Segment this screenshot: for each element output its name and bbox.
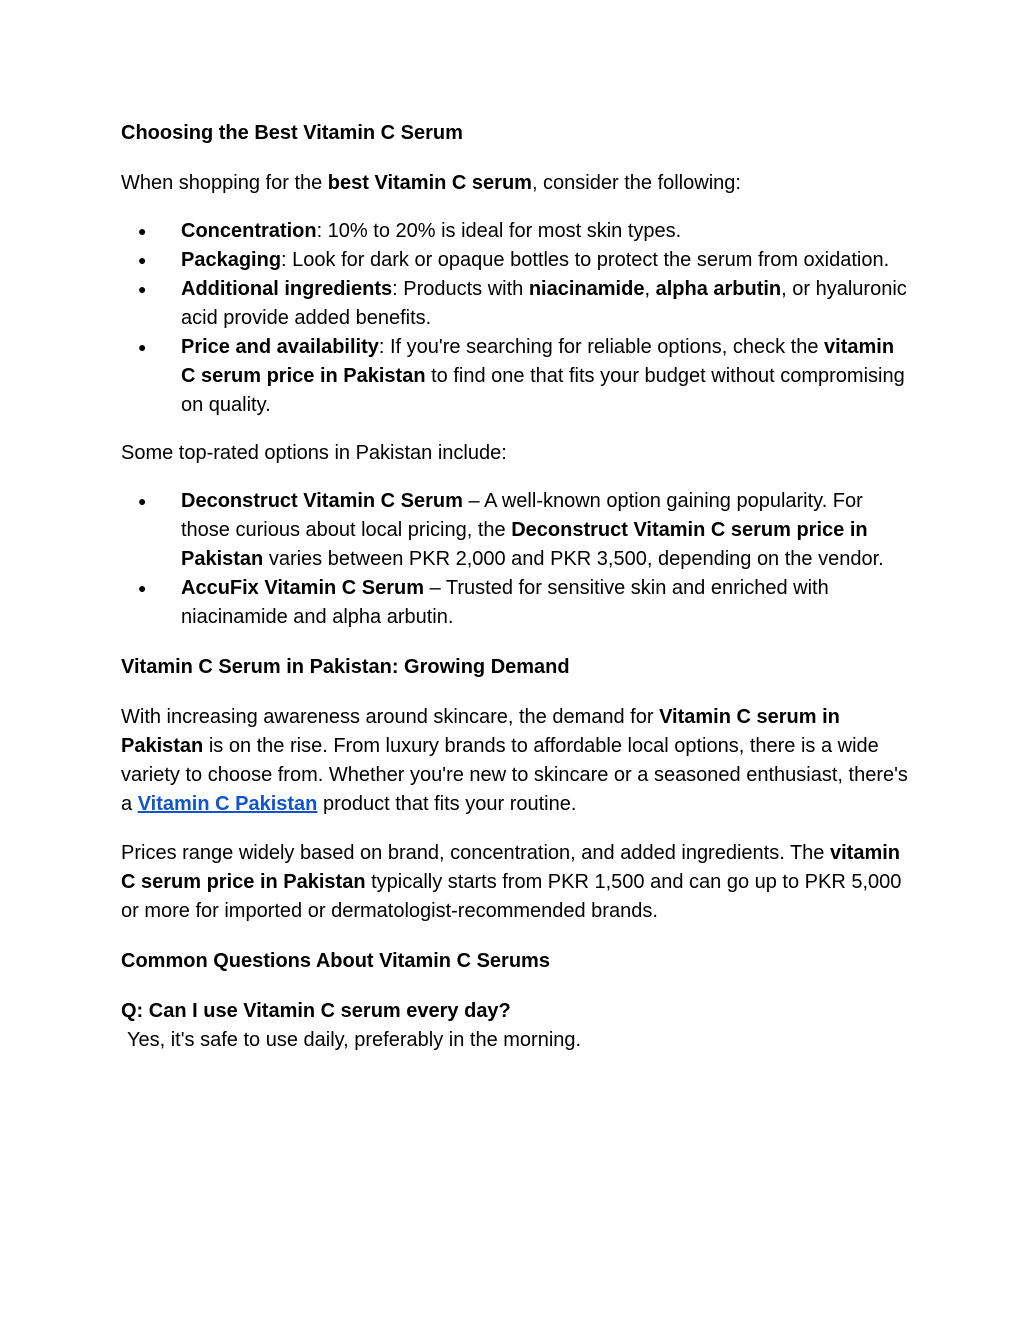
faq-answer: Yes, it's safe to use daily, preferably in the morning.	[127, 1029, 582, 1051]
list-item-concentration: ● Concentration: 10% to 20% is ideal for most skin types.	[121, 217, 911, 246]
faq-question: Q: Can I use Vitamin C serum every day?	[121, 1000, 511, 1022]
demand-paragraph: With increasing awareness around skincare, the demand for Vitamin C serum in Pakistan is on the rise. From luxury brands to affordable local options, there is a wide variety to choose from. Whether you're new to skincare or a seasoned enthusiast, there's a Vitamin C Pakistan product that fits your routine.	[121, 706, 908, 815]
heading-common-questions: Common Questions About Vitamin C Serums	[121, 950, 550, 972]
bullet-icon: ●	[138, 493, 147, 509]
vitamin-c-pakistan-link[interactable]: Vitamin C Pakistan	[137, 793, 318, 815]
bullet-icon: ●	[138, 252, 147, 268]
list-item-accufix: ● AccuFix Vitamin C Serum – Trusted for sensitive skin and enriched with niacinamide and alpha arbutin.	[121, 574, 911, 632]
top-rated-intro: Some top-rated options in Pakistan include:	[121, 442, 507, 464]
heading-growing-demand: Vitamin C Serum in Pakistan: Growing Demand	[121, 656, 570, 678]
list-item-price-availability: ● Price and availability: If you're searching for reliable options, check the vitamin C serum price in Pakistan to find one that fits your budget without compromising on quality.	[121, 333, 911, 420]
bullet-icon: ●	[138, 339, 147, 355]
bullet-icon: ●	[138, 281, 147, 297]
list-item-packaging: ● Packaging: Look for dark or opaque bottles to protect the serum from oxidation.	[121, 246, 911, 275]
list-item-additional-ingredients: ● Additional ingredients: Products with niacinamide, alpha arbutin, or hyaluronic acid provide added benefits.	[121, 275, 911, 333]
prices-paragraph: Prices range widely based on brand, concentration, and added ingredients. The vitamin C serum price in Pakistan typically starts from PKR 1,500 and can go up to PKR 5,000 or more for imported or dermatologist-recommended brands.	[121, 842, 902, 922]
list-item-deconstruct: ● Deconstruct Vitamin C Serum – A well-known option gaining popularity. For those curious about local pricing, the Deconstruct Vitamin C serum price in Pakistan varies between PKR 2,000 and PKR 3,500, depending on the vendor.	[121, 487, 911, 574]
top-rated-list	[121, 487, 911, 632]
document-page	[121, 121, 911, 1055]
criteria-list	[121, 217, 911, 420]
bullet-icon: ●	[138, 223, 147, 239]
bullet-icon: ●	[138, 580, 147, 596]
intro-paragraph: When shopping for the best Vitamin C serum, consider the following:	[121, 172, 741, 194]
heading-choosing-best-serum: Choosing the Best Vitamin C Serum	[121, 122, 463, 144]
